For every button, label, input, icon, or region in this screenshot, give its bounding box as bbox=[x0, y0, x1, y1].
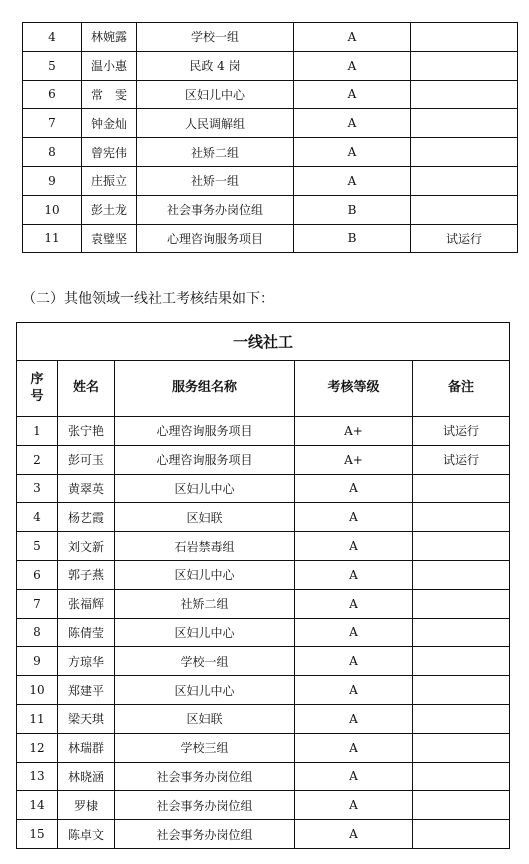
cell-grade: A bbox=[294, 138, 411, 167]
cell-name: 林晓涵 bbox=[58, 762, 115, 791]
cell-number: 3 bbox=[17, 474, 58, 503]
cell-grade: A bbox=[295, 733, 413, 762]
cell-service-group: 人民调解组 bbox=[137, 109, 294, 138]
cell-service-group: 心理咨询服务项目 bbox=[137, 224, 294, 253]
cell-note bbox=[413, 560, 510, 589]
cell-note bbox=[413, 647, 510, 676]
cell-number: 5 bbox=[23, 51, 82, 80]
cell-grade: A bbox=[295, 474, 413, 503]
cell-service-group: 学校一组 bbox=[115, 647, 295, 676]
cell-number: 8 bbox=[23, 138, 82, 167]
cell-grade: A bbox=[295, 820, 413, 849]
column-header-note: 备注 bbox=[413, 361, 510, 417]
table-row bbox=[17, 820, 510, 849]
cell-name: 杨艺霞 bbox=[58, 503, 115, 532]
cell-number: 5 bbox=[17, 532, 58, 561]
cell-number: 15 bbox=[17, 820, 58, 849]
cell-note bbox=[413, 532, 510, 561]
cell-service-group: 社会事务办岗位组 bbox=[115, 820, 295, 849]
column-header-name: 姓名 bbox=[58, 361, 115, 417]
cell-note bbox=[413, 791, 510, 820]
cell-number: 7 bbox=[17, 589, 58, 618]
cell-service-group: 心理咨询服务项目 bbox=[115, 417, 295, 446]
cell-name: 张福辉 bbox=[58, 589, 115, 618]
cell-service-group: 区妇联 bbox=[115, 704, 295, 733]
cell-number: 6 bbox=[23, 80, 82, 109]
cell-note bbox=[413, 733, 510, 762]
table-row bbox=[17, 791, 510, 820]
cell-service-group: 区妇联 bbox=[115, 503, 295, 532]
cell-grade: A bbox=[295, 503, 413, 532]
cell-grade: A bbox=[295, 704, 413, 733]
cell-name: 常 雯 bbox=[82, 80, 137, 109]
cell-number: 2 bbox=[17, 445, 58, 474]
cell-grade: A bbox=[294, 23, 411, 52]
cell-number: 9 bbox=[23, 166, 82, 195]
cell-service-group: 社矫二组 bbox=[137, 138, 294, 167]
cell-service-group: 心理咨询服务项目 bbox=[115, 445, 295, 474]
table2-body bbox=[17, 417, 510, 849]
cell-name: 方琼华 bbox=[58, 647, 115, 676]
cell-note: 试运行 bbox=[411, 224, 518, 253]
frontline-social-worker-table bbox=[16, 322, 510, 849]
table-row bbox=[17, 417, 510, 446]
cell-note bbox=[411, 80, 518, 109]
cell-note bbox=[413, 820, 510, 849]
cell-grade: A bbox=[295, 791, 413, 820]
cell-service-group: 社矫二组 bbox=[115, 589, 295, 618]
cell-note bbox=[411, 109, 518, 138]
cell-grade: A bbox=[295, 532, 413, 561]
table-row bbox=[17, 618, 510, 647]
cell-service-group: 社会事务办岗位组 bbox=[115, 762, 295, 791]
table-row bbox=[17, 647, 510, 676]
cell-number: 6 bbox=[17, 560, 58, 589]
cell-grade: A bbox=[295, 560, 413, 589]
table-row bbox=[23, 166, 518, 195]
cell-grade: A bbox=[294, 109, 411, 138]
cell-name: 梁天琪 bbox=[58, 704, 115, 733]
cell-grade: B bbox=[294, 195, 411, 224]
cell-grade: A bbox=[295, 647, 413, 676]
cell-service-group: 区妇儿中心 bbox=[115, 474, 295, 503]
cell-note bbox=[411, 138, 518, 167]
column-header-number: 序号 bbox=[17, 361, 58, 417]
cell-grade: A bbox=[295, 762, 413, 791]
cell-name: 曾宪伟 bbox=[82, 138, 137, 167]
cell-service-group: 学校三组 bbox=[115, 733, 295, 762]
table-row bbox=[23, 195, 518, 224]
cell-name: 林瑞群 bbox=[58, 733, 115, 762]
table-row bbox=[23, 224, 518, 253]
column-header-service-group: 服务组名称 bbox=[115, 361, 295, 417]
cell-note: 试运行 bbox=[413, 417, 510, 446]
cell-service-group: 石岩禁毒组 bbox=[115, 532, 295, 561]
cell-name: 庄振立 bbox=[82, 166, 137, 195]
table-row bbox=[17, 445, 510, 474]
cell-name: 郭子燕 bbox=[58, 560, 115, 589]
cell-number: 10 bbox=[17, 676, 58, 705]
cell-name: 温小惠 bbox=[82, 51, 137, 80]
cell-service-group: 区妇儿中心 bbox=[115, 676, 295, 705]
cell-name: 林婉露 bbox=[82, 23, 137, 52]
cell-number: 1 bbox=[17, 417, 58, 446]
cell-number: 9 bbox=[17, 647, 58, 676]
table-row bbox=[17, 474, 510, 503]
table-row bbox=[17, 560, 510, 589]
table-row bbox=[17, 762, 510, 791]
table-row bbox=[17, 733, 510, 762]
cell-number: 4 bbox=[17, 503, 58, 532]
cell-number: 12 bbox=[17, 733, 58, 762]
table-row bbox=[17, 503, 510, 532]
table-row bbox=[23, 109, 518, 138]
cell-service-group: 区妇儿中心 bbox=[137, 80, 294, 109]
cell-name: 陈卓文 bbox=[58, 820, 115, 849]
cell-number: 10 bbox=[23, 195, 82, 224]
cell-note bbox=[413, 589, 510, 618]
cell-number: 8 bbox=[17, 618, 58, 647]
cell-grade: A bbox=[295, 676, 413, 705]
cell-note bbox=[413, 503, 510, 532]
table-row bbox=[23, 23, 518, 52]
cell-grade: A+ bbox=[295, 445, 413, 474]
cell-service-group: 区妇儿中心 bbox=[115, 560, 295, 589]
cell-note: 试运行 bbox=[413, 445, 510, 474]
cell-name: 张宁艳 bbox=[58, 417, 115, 446]
cell-name: 陈倩莹 bbox=[58, 618, 115, 647]
cell-note bbox=[413, 618, 510, 647]
cell-service-group: 社矫一组 bbox=[137, 166, 294, 195]
cell-note bbox=[411, 195, 518, 224]
cell-name: 罗棣 bbox=[58, 791, 115, 820]
cell-number: 13 bbox=[17, 762, 58, 791]
cell-grade: A bbox=[295, 618, 413, 647]
cell-note bbox=[411, 166, 518, 195]
cell-service-group: 社会事务办岗位组 bbox=[115, 791, 295, 820]
cell-number: 11 bbox=[17, 704, 58, 733]
cell-name: 彭土龙 bbox=[82, 195, 137, 224]
cell-service-group: 区妇儿中心 bbox=[115, 618, 295, 647]
table-row bbox=[23, 80, 518, 109]
cell-service-group: 民政 4 岗 bbox=[137, 51, 294, 80]
cell-name: 刘文新 bbox=[58, 532, 115, 561]
cell-note bbox=[413, 704, 510, 733]
section-heading: （二）其他领域一线社工考核结果如下： bbox=[22, 291, 274, 307]
cell-name: 彭可玉 bbox=[58, 445, 115, 474]
cell-grade: A+ bbox=[295, 417, 413, 446]
cell-name: 袁璧坚 bbox=[82, 224, 137, 253]
table-row bbox=[17, 704, 510, 733]
cell-service-group: 社会事务办岗位组 bbox=[137, 195, 294, 224]
cell-number: 4 bbox=[23, 23, 82, 52]
cell-grade: B bbox=[294, 224, 411, 253]
table1-body bbox=[23, 23, 518, 253]
cell-name: 黄翠英 bbox=[58, 474, 115, 503]
cell-note bbox=[411, 23, 518, 52]
table-row bbox=[23, 138, 518, 167]
table-row bbox=[17, 532, 510, 561]
cell-grade: A bbox=[294, 80, 411, 109]
table-row bbox=[23, 51, 518, 80]
cell-number: 7 bbox=[23, 109, 82, 138]
cell-name: 郑建平 bbox=[58, 676, 115, 705]
cell-note bbox=[411, 51, 518, 80]
assessment-table-continued bbox=[22, 22, 518, 253]
column-header-grade: 考核等级 bbox=[295, 361, 413, 417]
cell-grade: A bbox=[294, 51, 411, 80]
cell-grade: A bbox=[294, 166, 411, 195]
cell-note bbox=[413, 474, 510, 503]
cell-note bbox=[413, 676, 510, 705]
cell-note bbox=[413, 762, 510, 791]
table-title: 一线社工 bbox=[17, 323, 510, 361]
cell-number: 14 bbox=[17, 791, 58, 820]
cell-number: 11 bbox=[23, 224, 82, 253]
cell-name: 钟金灿 bbox=[82, 109, 137, 138]
cell-grade: A bbox=[295, 589, 413, 618]
table-row bbox=[17, 589, 510, 618]
cell-service-group: 学校一组 bbox=[137, 23, 294, 52]
table-row bbox=[17, 676, 510, 705]
